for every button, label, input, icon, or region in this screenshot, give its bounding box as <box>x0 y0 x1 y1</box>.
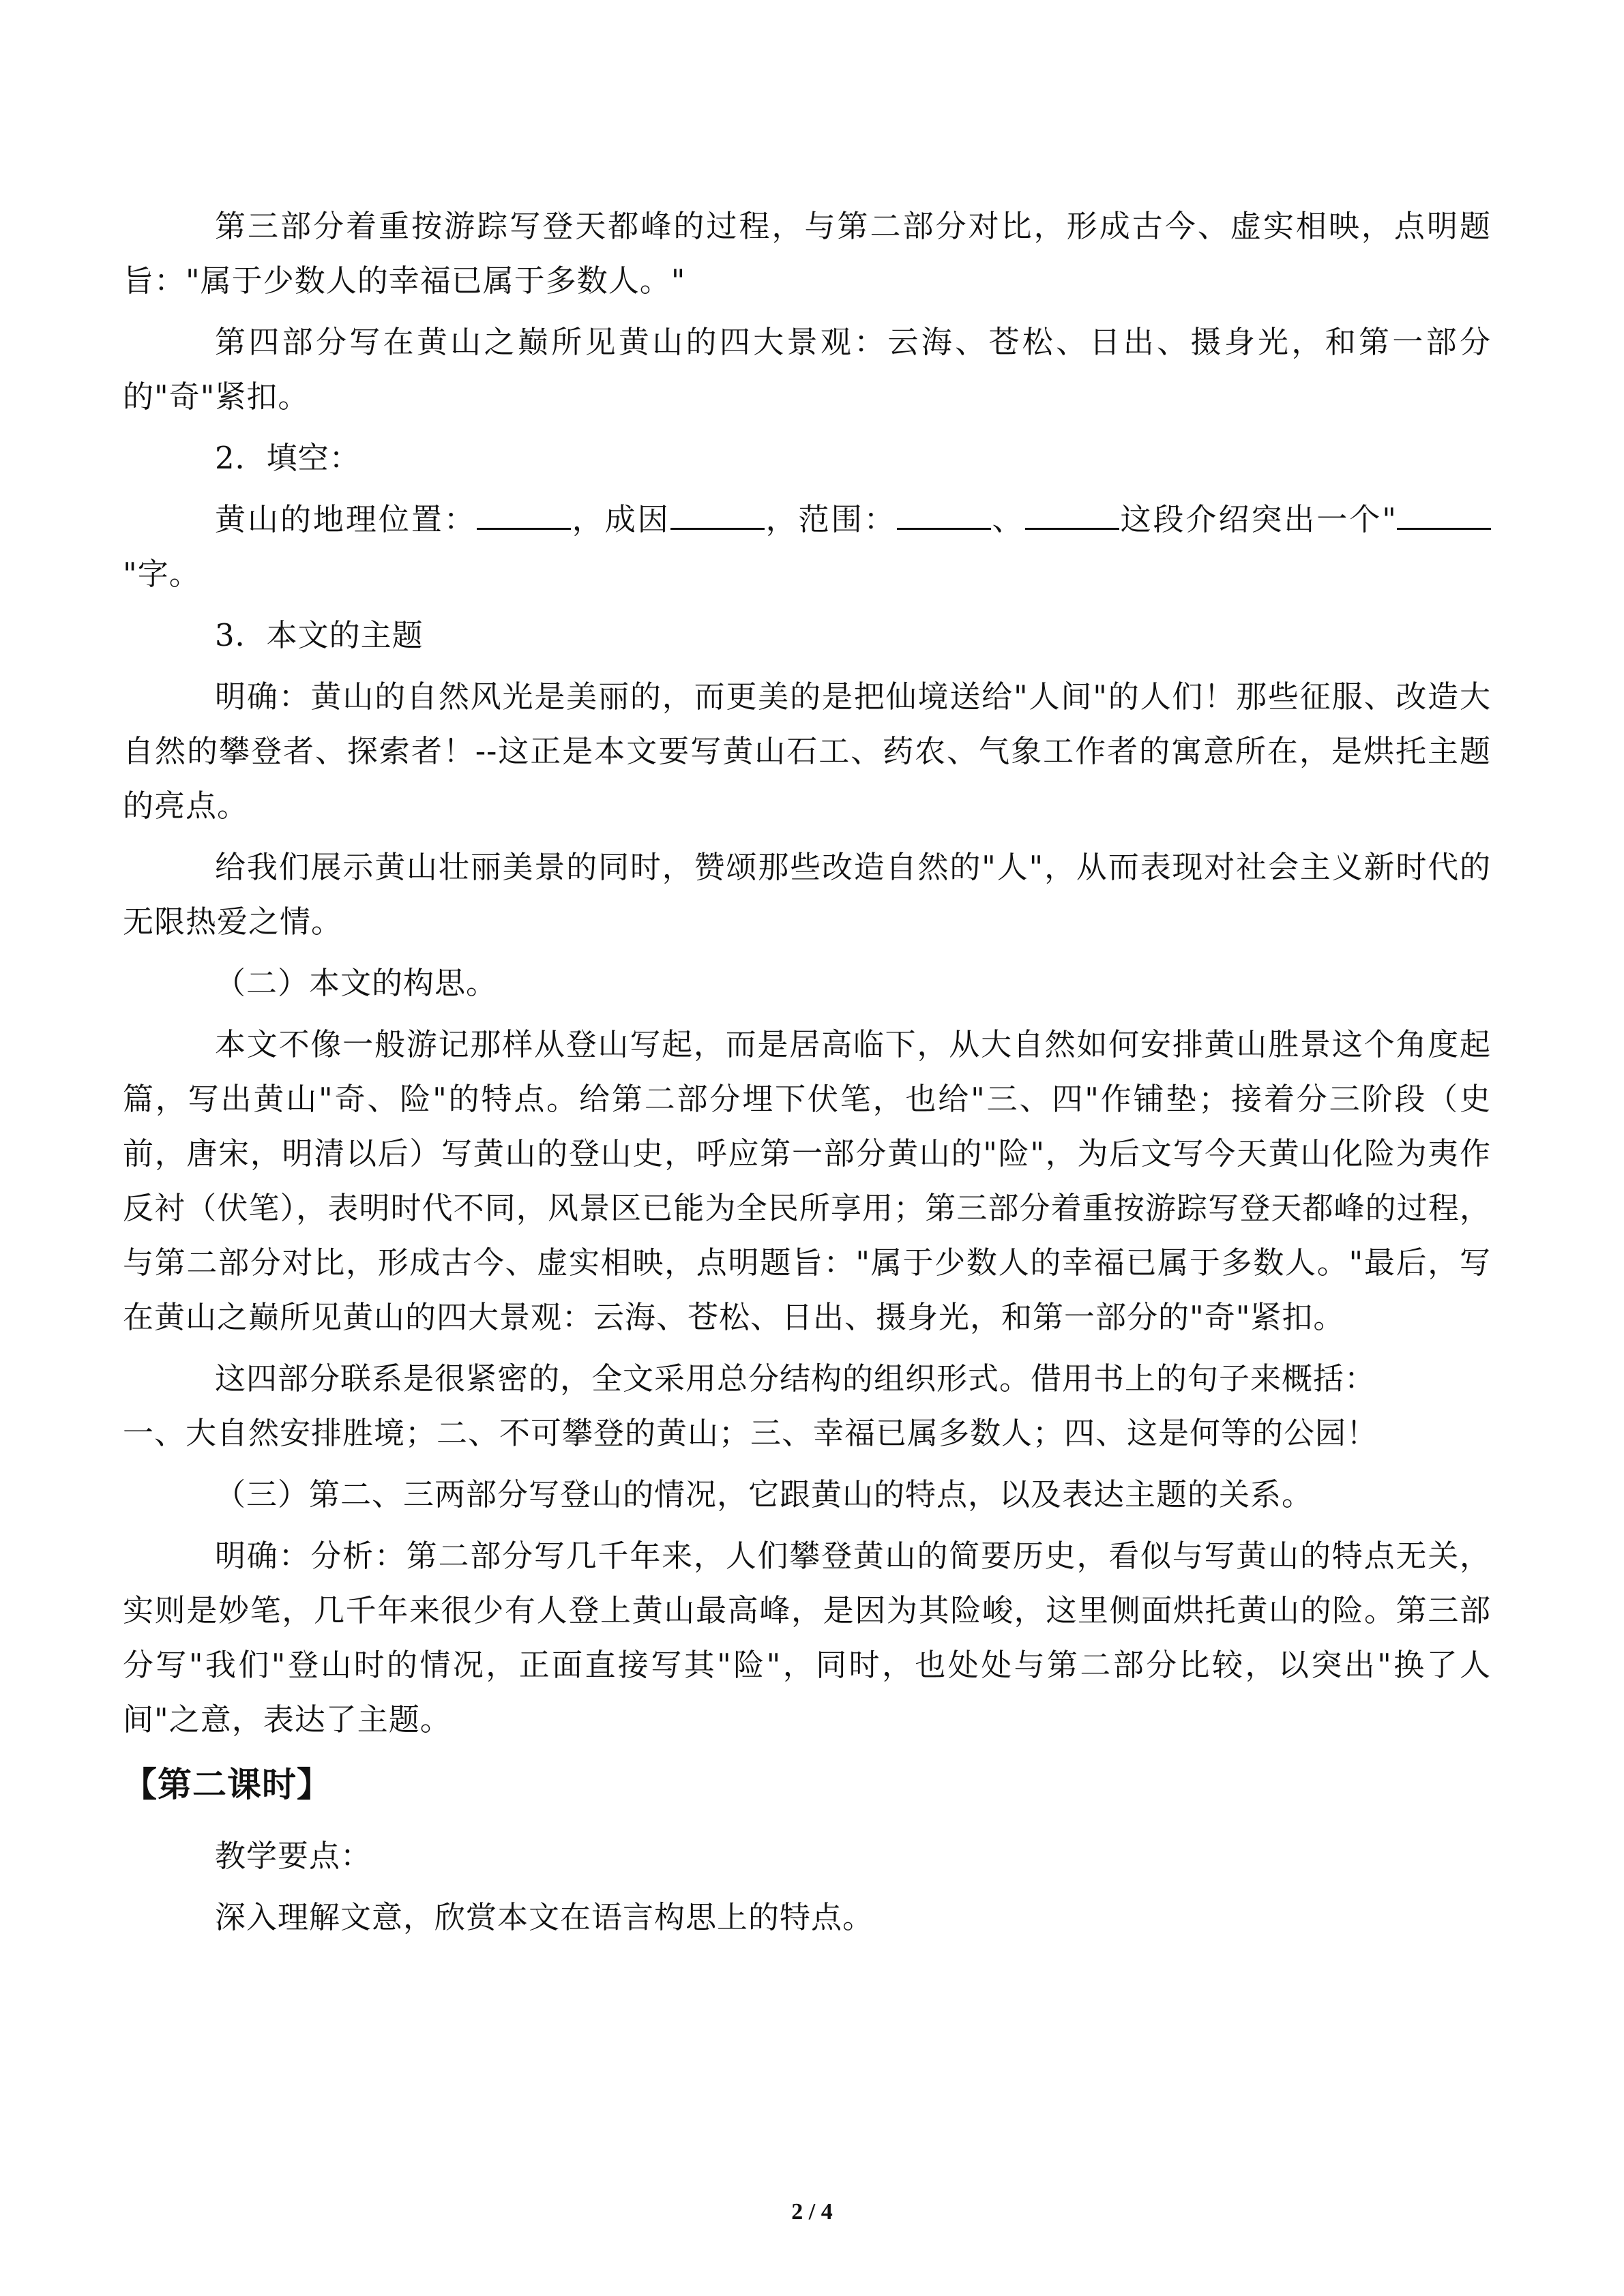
fill-quote-close: "字。 <box>123 556 201 592</box>
paragraph-part-three: 第三部分着重按游踪写登天都峰的过程，与第二部分对比，形成古今、虚实相映，点明题旨："属于少数人的幸福已属于多数人。" <box>123 208 1491 299</box>
connection-intro: 这四部分联系是很紧密的，全文采用总分结构的组织形式。借用书上的句子来概括： <box>215 1360 1376 1397</box>
fill-label-cause: ，成因 <box>570 501 670 537</box>
theme-heading: 3．本文的主题 <box>215 617 424 653</box>
fill-quote-open: " <box>1382 501 1397 537</box>
section-heading-structure: （二）本文的构思。 <box>215 965 498 1001</box>
fill-label-range: ，范围： <box>764 501 897 537</box>
fill-blank-exercise <box>123 492 1491 601</box>
paragraph-theme-summary: 给我们展示黄山壮丽美景的同时，赞颂那些改造自然的"人"，从而表现对社会主义新时代的无限热爱之情。 <box>123 849 1491 940</box>
fill-label-highlight: 这段介绍突出一个 <box>1119 501 1383 537</box>
blank-range-2[interactable] <box>1025 501 1119 530</box>
document-body <box>123 199 1491 1952</box>
paragraph-summary-list: 一、大自然安排胜境；二、不可攀登的黄山；三、幸福已属多数人；四、这是何等的公园！ <box>123 1415 1378 1451</box>
blank-character[interactable] <box>1397 501 1491 530</box>
fill-label-location: 黄山的地理位置： <box>215 501 477 537</box>
blank-location[interactable] <box>477 501 571 530</box>
paragraph-theme-explanation: 明确：黄山的自然风光是美丽的，而更美的是把仙境送给"人间"的人们！那些征服、改造大自然的攀登者、探索者！--这正是本文要写黄山石工、药农、气象工作者的寓意所在，是烘托主题的亮点。 <box>123 679 1491 824</box>
blank-cause[interactable] <box>670 501 765 530</box>
paragraph-part-four: 第四部分写在黄山之巅所见黄山的四大景观：云海、苍松、日出、摄身光，和第一部分的"奇"紧扣。 <box>123 324 1491 415</box>
fill-separator: 、 <box>990 501 1025 537</box>
teaching-points-label: 教学要点： <box>215 1838 372 1874</box>
blank-range-1[interactable] <box>897 501 991 530</box>
paragraph-connection <box>123 1352 1491 1406</box>
page-number: 2 / 4 <box>791 2199 833 2224</box>
fill-blank-heading: 2．填空： <box>215 440 361 476</box>
paragraph-analysis: 明确：分析：第二部分写几千年来，人们攀登黄山的简要历史，看似与写黄山的特点无关，实则是妙笔，几千年来很少有人登上黄山最高峰，是因为其险峻，这里侧面烘托黄山的险。第三部分写"我们"登山时的情况，正面直接写其"险"，同时，也处处与第二部分比较，以突出"换了人间"之意，表达了主题。 <box>123 1538 1491 1738</box>
teaching-points-content: 深入理解文意，欣赏本文在语言构思上的特点。 <box>215 1899 874 1935</box>
lesson-two-heading: 【第二课时】 <box>123 1764 331 1804</box>
paragraph-structure: 本文不像一般游记那样从登山写起，而是居高临下，从大自然如何安排黄山胜景这个角度起篇，写出黄山"奇、险"的特点。给第二部分埋下伏笔，也给"三、四"作铺垫；接着分三阶段（史前，唐宋，明清以后）写黄山的登山史，呼应第一部分黄山的"险"，为后文写今天黄山化险为夷作反衬（伏笔），表明时代不同，风景区已能为全民所享用；第三部分着重按游踪写登天都峰的过程，与第二部分对比，形成古今、虚实相映，点明题旨："属于少数人的幸福已属于多数人。"最后，写在黄山之巅所见黄山的四大景观：云海、苍松、日出、摄身光，和第一部分的"奇"紧扣。 <box>123 1026 1491 1335</box>
section-heading-climbing: （三）第二、三两部分写登山的情况，它跟黄山的特点，以及表达主题的关系。 <box>215 1476 1314 1512</box>
